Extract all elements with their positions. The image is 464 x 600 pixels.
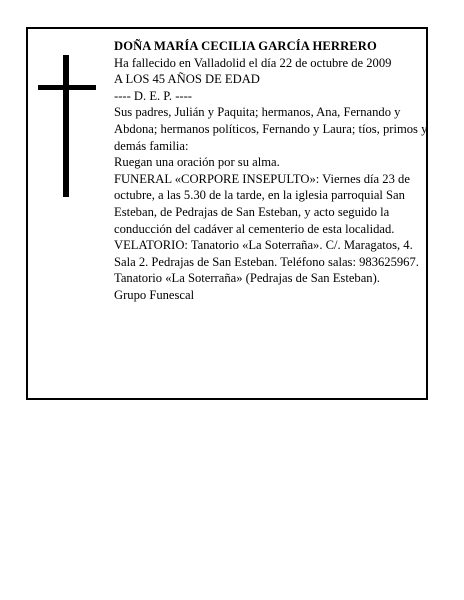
cross-vertical-bar: [63, 55, 69, 197]
death-statement: Ha fallecido en Valladolid el día 22 de octubre de 2009: [114, 55, 392, 70]
rip-line: ---- D. E. P. ----: [114, 88, 192, 103]
family-list: Sus padres, Julián y Paquita; hermanos, Ana, Fernando y Abdona; hermanos políticos, Fernando y Laura; tíos, primos y demás familia:: [114, 105, 428, 153]
obituary-text: [114, 38, 430, 304]
wake-details: VELATORIO: Tanatorio «La Soterraña». C/. Maragatos, 4. Sala 2. Pedrajas de San Esteban. Teléfono salas: 983625967.: [114, 238, 419, 269]
cross-horizontal-bar: [38, 85, 96, 90]
age-statement: A LOS 45 AÑOS DE EDAD: [114, 72, 260, 87]
funeral-group: Grupo Funescal: [114, 287, 195, 302]
funeral-details: FUNERAL «CORPORE INSEPULTO»: Viernes día 23 de octubre, a las 5.30 de la tarde, en la iglesia parroquial San Esteban, de Pedrajas de San Esteban, y acto seguido la conducción del cadáver al cementerio de esta localidad.: [114, 171, 410, 236]
deceased-name: DOÑA MARÍA CECILIA GARCÍA HERRERO: [114, 39, 377, 53]
funeral-home: Tanatorio «La Soterraña» (Pedrajas de San Esteban).: [114, 271, 380, 286]
cross-icon: [38, 55, 96, 197]
prayer-request: Ruegan una oración por su alma.: [114, 155, 280, 170]
